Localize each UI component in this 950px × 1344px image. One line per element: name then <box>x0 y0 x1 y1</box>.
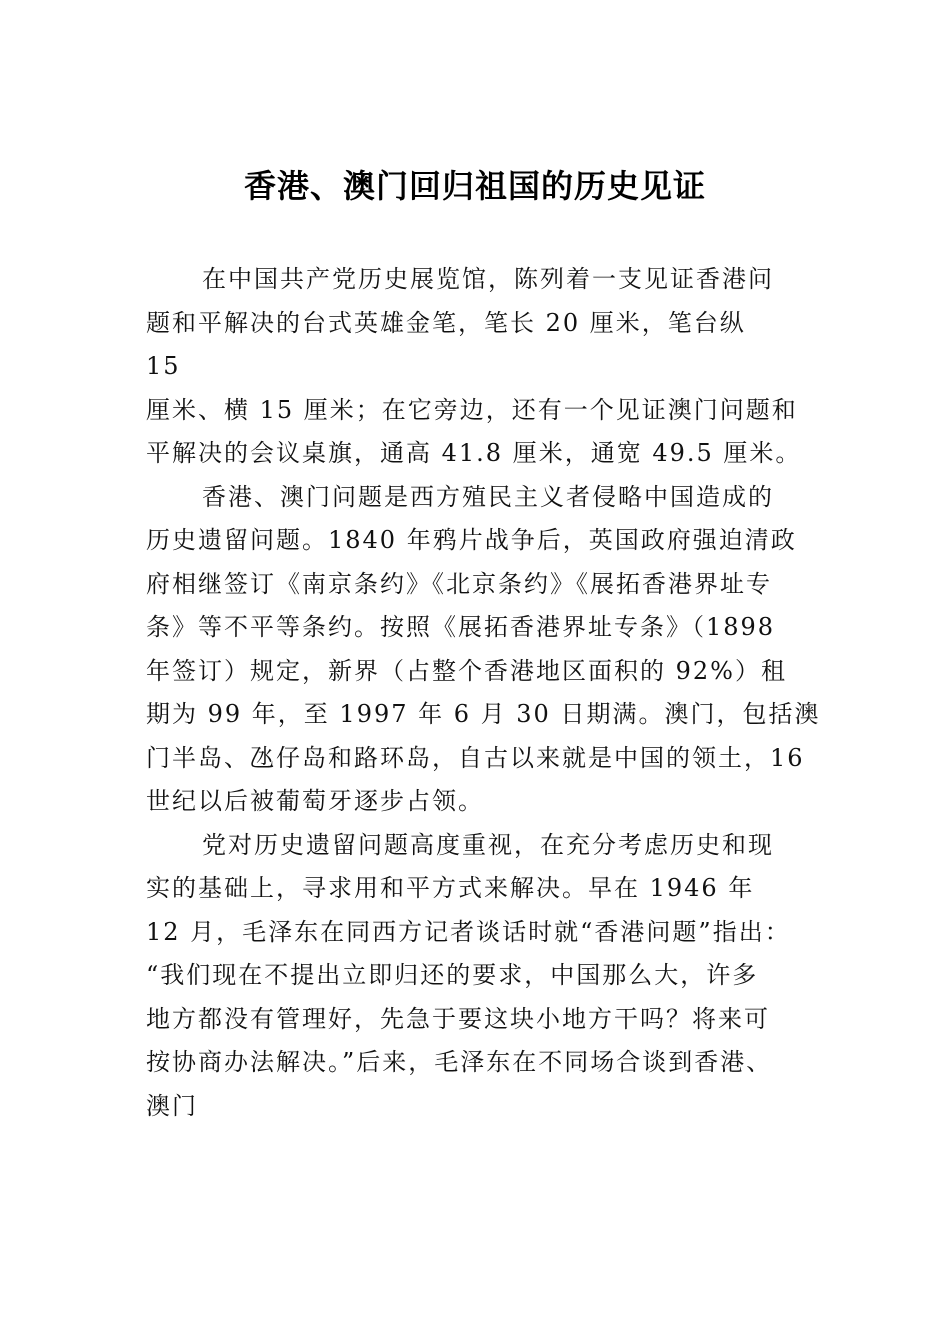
text-line: 世纪以后被葡萄牙逐步占领。 <box>146 787 484 815</box>
text-line: 历史遗留问题。1840 年鸦片战争后，英国政府强迫清政 <box>146 526 797 554</box>
document-body <box>146 258 821 1128</box>
text-line: 厘米、横 15 厘米；在它旁边，还有一个见证澳门问题和 <box>146 395 798 424</box>
text-line: 15 <box>146 352 181 380</box>
text-line: “我们现在不提出立即归还的要求，中国那么大，许多 <box>146 961 759 989</box>
document-title: 香港、澳门回归祖国的历史见证 <box>243 167 706 205</box>
text-line: 平解决的会议桌旗，通高 41.8 厘米，通宽 49.5 厘米。 <box>146 439 802 467</box>
text-line: 澳门 <box>146 1091 198 1120</box>
text-line: 12 月，毛泽东在同西方记者谈话时就“香港问题”指出： <box>146 917 791 946</box>
text-line: 党对历史遗留问题高度重视，在充分考虑历史和现 <box>202 830 774 859</box>
text-line: 实的基础上，寻求用和平方式来解决。早在 1946 年 <box>146 874 755 902</box>
text-line: 年签订）规定，新界（占整个香港地区面积的 92%）租 <box>146 656 787 685</box>
text-line: 条》等不平等条约。按照《展拓香港界址专条》（1898 <box>146 613 776 641</box>
text-line: 香港、澳门问题是西方殖民主义者侵略中国造成的 <box>202 482 774 511</box>
text-line: 按协商办法解决。”后来，毛泽东在不同场合谈到香港、 <box>146 1048 773 1076</box>
text-line: 在中国共产党历史展览馆，陈列着一支见证香港问 <box>202 265 774 293</box>
text-line: 门半岛、氹仔岛和路环岛，自古以来就是中国的领土，16 <box>146 743 805 772</box>
text-line: 题和平解决的台式英雄金笔，笔长 20 厘米，笔台纵 <box>146 308 746 337</box>
text-line: 府相继签订《南京条约》《北京条约》《展拓香港界址专 <box>146 569 772 598</box>
text-line: 地方都没有管理好，先急于要这块小地方干吗？将来可 <box>146 1004 770 1033</box>
text-line: 期为 99 年，至 1997 年 6 月 30 日期满。澳门，包括澳 <box>146 700 821 728</box>
